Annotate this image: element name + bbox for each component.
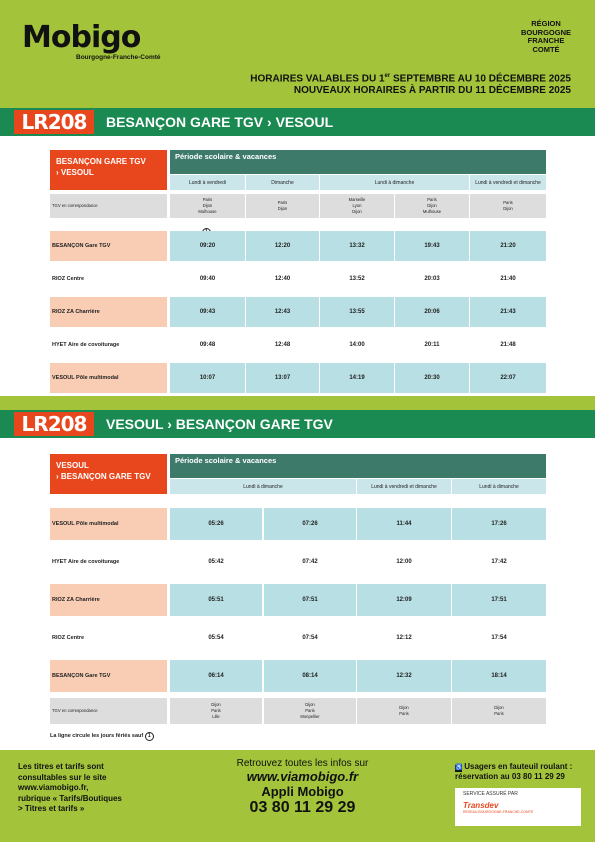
stop-name: RIOZ ZA Charrière (50, 584, 167, 616)
route-band-2 (0, 410, 595, 438)
stop-name: VESOUL Pôle multimodal (50, 363, 167, 393)
footer-accessibility (455, 762, 572, 782)
time-cell: 17:42 (491, 559, 507, 565)
line-code: LR208 (14, 110, 94, 134)
time-cell: 22:07 (470, 363, 546, 393)
stop-name: HYET Aire de covoiturage (52, 342, 120, 348)
logo-subtitle: Bourgogne-Franche-Comté (76, 54, 161, 61)
time-cell: 12:00 (396, 559, 412, 565)
region-line: BOURGOGNE (520, 27, 571, 37)
operator-logo: Transdev (463, 801, 499, 810)
time-cell: 21:43 (470, 297, 546, 327)
conn-cell: Dijon Paris (357, 698, 451, 724)
time-cell: 13:55 (320, 297, 394, 327)
footer-line: consultables sur le site (18, 772, 107, 782)
footer-line: Les titres et tarifs sont (18, 762, 104, 771)
dates-sup: er (384, 73, 391, 79)
mobigo-logo: Mobigo (22, 20, 141, 55)
time-cell: 05:26 (170, 508, 262, 540)
contact-intro: Retrouvez toutes les infos sur (236, 758, 369, 769)
time-cell: 05:42 (208, 559, 224, 565)
col-header: Lundi à dimanche (320, 175, 469, 190)
time-cell: 17:51 (452, 584, 546, 616)
corner-line: VESOUL (56, 461, 89, 470)
time-cell: 12:48 (274, 342, 291, 348)
dates-line2: NOUVEAUX HORAIRES À PARTIR DU 11 DÉCEMBRE 2025 (293, 85, 571, 97)
time-cell: 07:51 (264, 584, 356, 616)
time-cell: 18:14 (452, 660, 546, 692)
col-header: Lundi à dimanche (170, 479, 356, 494)
footer-tariffs (18, 762, 122, 815)
time-cell: 12:43 (246, 297, 319, 327)
conn-cell: Dijon Paris Lille (170, 698, 262, 724)
time-cell: 12:40 (274, 276, 291, 282)
col-header: Lundi à dimanche (452, 479, 546, 494)
route-title: BESANÇON GARE TGV › VESOUL (106, 114, 334, 130)
time-cell: 09:20 (170, 231, 245, 261)
operator-subtitle: RESEAU BOURGOGNE-FRANCHE-COMTE (463, 810, 534, 814)
time-cell: 21:40 (500, 276, 516, 282)
col-header: Lundi à vendredi et dimanche (470, 175, 546, 190)
stop-name: BESANÇON Gare TGV (50, 660, 167, 692)
col-header: Lundi à vendredi et dimanche (357, 479, 451, 494)
note-mark: 1 (145, 732, 154, 741)
time-cell: 12:12 (396, 635, 412, 641)
website-link[interactable]: www.viamobigo.fr (246, 769, 359, 784)
time-cell: 12:32 (357, 660, 451, 692)
table-corner (50, 150, 167, 190)
conn-cell: Paris Dijon Mulhouse (395, 194, 469, 218)
time-cell: 07:54 (302, 635, 318, 641)
period-header: Période scolaire & vacances (170, 150, 546, 174)
region-line: RÉGION (531, 19, 561, 28)
time-cell: 17:26 (452, 508, 546, 540)
conn-cell: Dijon Paris (452, 698, 546, 724)
stop-name: RIOZ Centre (52, 635, 85, 641)
corner-line: BESANÇON GARE TGV (56, 157, 146, 166)
route-title: VESOUL › BESANÇON GARE TGV (106, 416, 333, 432)
time-cell: 05:54 (208, 635, 224, 641)
line-code: LR208 (14, 412, 94, 436)
validity-dates (250, 70, 571, 97)
stop-name: BESANÇON Gare TGV (50, 231, 167, 261)
time-cell: 14:19 (320, 363, 394, 393)
wheelchair-icon: ♿ (455, 765, 463, 771)
time-cell: 20:03 (424, 276, 440, 282)
conn-label: TGV en correspondance (50, 194, 167, 218)
phone-number[interactable]: 03 80 11 29 29 (249, 799, 356, 816)
conn-cell: Marseille Lyon Dijon (320, 194, 394, 218)
time-cell: 13:32 (320, 231, 394, 261)
conn-cell: Paris Dijon Mulhouse (170, 194, 245, 218)
time-cell: 21:20 (470, 231, 546, 261)
time-cell: 09:43 (170, 297, 245, 327)
conn-label: TGV en correspondance (50, 698, 167, 724)
accessibility-title: Usagers en fauteuil roulant : (464, 762, 573, 771)
app-name: Appli Mobigo (261, 784, 344, 799)
time-cell: 20:11 (424, 342, 440, 348)
table-corner (50, 454, 167, 494)
route-band-1 (0, 108, 595, 136)
col-header: Lundi à vendredi (170, 175, 245, 190)
time-cell: 13:07 (246, 363, 319, 393)
stop-name: RIOZ ZA Charrière (50, 297, 167, 327)
time-cell: 11:44 (357, 508, 451, 540)
time-cell: 10:07 (170, 363, 245, 393)
region-line: COMTÉ (532, 44, 560, 54)
corner-line: › BESANÇON GARE TGV (56, 472, 151, 481)
footer-contact (200, 758, 405, 817)
time-cell: 21:48 (500, 342, 516, 348)
dates-line1-end: SEPTEMBRE AU 10 DÉCEMBRE 2025 (390, 73, 571, 85)
time-cell: 17:54 (491, 635, 507, 641)
conn-cell: Paris Dijon (246, 194, 319, 218)
period-header: Période scolaire & vacances (170, 454, 546, 478)
time-cell: 07:42 (302, 559, 318, 565)
time-cell: 19:43 (395, 231, 469, 261)
stop-name: VESOUL Pôle multimodal (50, 508, 167, 540)
time-cell: 06:14 (170, 660, 262, 692)
dates-line1: HORAIRES VALABLES DU 1 (250, 73, 385, 85)
operator-title: SERVICE ASSURÉ PAR (463, 791, 518, 797)
footer-line: rubrique « Tarifs/Boutiques (18, 793, 122, 803)
region-line: FRANCHE (527, 36, 565, 45)
time-cell: 08:14 (264, 660, 356, 692)
conn-cell: Dijon Paris Monpellier (264, 698, 356, 724)
operator-box (455, 788, 581, 826)
time-cell: 13:52 (349, 276, 365, 282)
stop-name: HYET Aire de covoiturage (52, 559, 120, 565)
time-cell: 20:06 (395, 297, 469, 327)
time-cell: 09:48 (199, 342, 216, 348)
holiday-note-text: La ligne circule les jours fériés sauf (50, 733, 144, 739)
holiday-note (50, 732, 154, 741)
time-cell: 14:00 (349, 342, 365, 348)
timetable-2 (0, 438, 595, 750)
time-cell: 09:40 (199, 276, 216, 282)
accessibility-phone: réservation au 03 80 11 29 29 (455, 772, 565, 781)
region-logo (516, 20, 576, 54)
col-header: Dimanche (246, 175, 319, 190)
time-cell: 12:09 (357, 584, 451, 616)
footer-link[interactable]: www.viamobigo.fr, (18, 783, 89, 792)
stop-name: RIOZ Centre (52, 276, 85, 282)
time-cell: 12:20 (246, 231, 319, 261)
footer-line: > Titres et tarifs » (18, 804, 85, 813)
time-cell: 05:51 (170, 584, 262, 616)
corner-line: › VESOUL (56, 168, 94, 177)
conn-cell: Paris Dijon (470, 194, 546, 218)
time-cell: 07:26 (264, 508, 356, 540)
timetable-1 (0, 136, 595, 396)
time-cell: 20:30 (395, 363, 469, 393)
